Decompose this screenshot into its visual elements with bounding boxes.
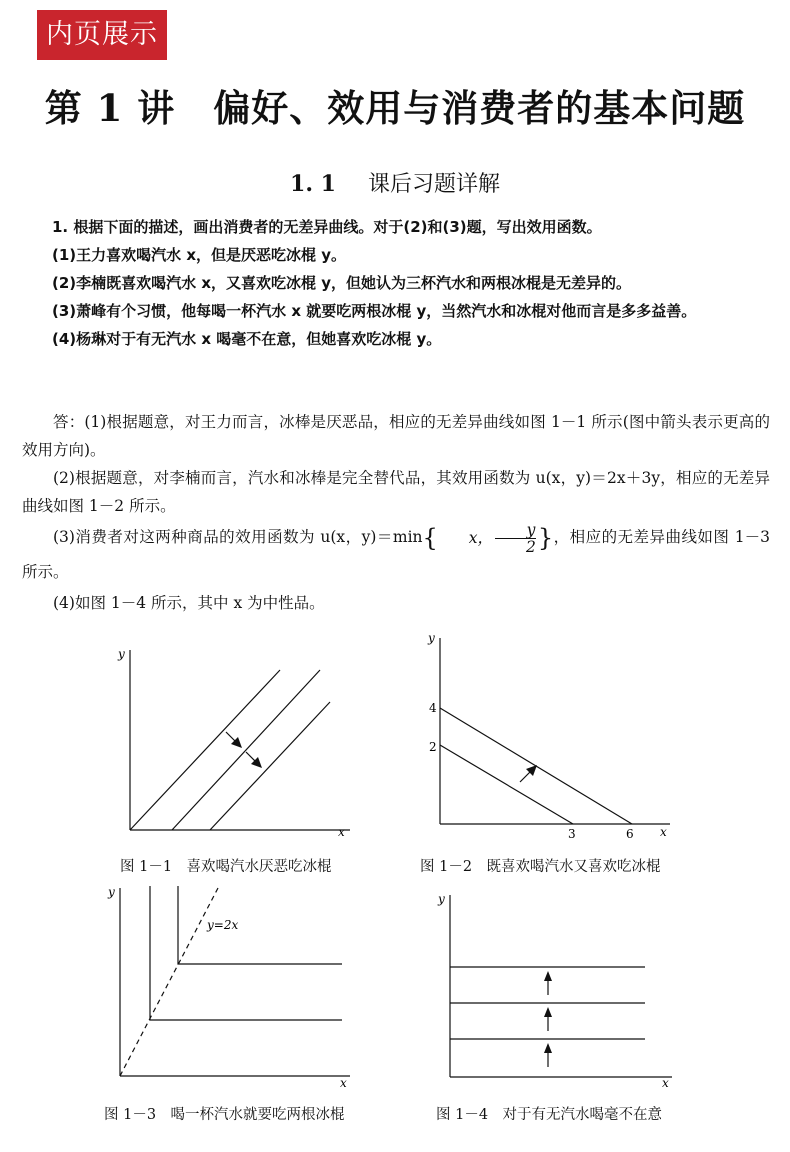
- section-heading: [0, 167, 790, 198]
- answer-3: [22, 520, 770, 589]
- section-title: 课后习题详解: [367, 172, 500, 197]
- chapter-title: 第 1 讲 偏好、效用与消费者的基本问题: [44, 86, 746, 130]
- indifference-curve: [150, 886, 342, 1020]
- answer-3-lead: (3)消费者对这两种商品的效用函数为 u(x，y)＝min: [53, 528, 423, 546]
- indifference-curve: [178, 886, 342, 964]
- question-item-3: (3)萧峰有个习惯，他每喝一杯汽水 x 就要吃两根冰棍 y，当然汽水和冰棍对他而言是多多益善。: [52, 302, 697, 320]
- question-item-4: (4)杨琳对于有无汽水 x 喝毫不在意，但她喜欢吃冰棍 y。: [52, 330, 442, 348]
- indifference-curve: [440, 745, 573, 824]
- x-axis-label: x: [338, 825, 345, 839]
- answer-4: (4)如图 1－4 所示，其中 x 为中性品。: [53, 594, 325, 612]
- figure-1-1-caption: 图 1－1 喜欢喝汽水厌恶吃冰棍: [120, 859, 332, 875]
- answer-block: [22, 408, 770, 617]
- utility-arrow-head: [544, 1043, 552, 1053]
- y-tick-label: 4: [429, 701, 437, 715]
- x-tick-label: 6: [626, 827, 634, 841]
- y-tick-label: 2: [429, 740, 437, 754]
- x-axis-label: x: [340, 1076, 347, 1090]
- ray-label: y=2x: [207, 918, 239, 932]
- fraction-numerator: y: [495, 522, 536, 539]
- y-axis-label: y: [108, 885, 115, 899]
- y-axis-label: y: [428, 631, 435, 645]
- figure-1-2: [420, 628, 680, 843]
- answer-2: (2)根据题意，对李楠而言，汽水和冰棒是完全替代品，其效用函数为 u(x，y)＝2x＋3y，相应的无差异曲线如图 1－2 所示。: [22, 469, 770, 515]
- left-brace: {: [422, 524, 438, 552]
- figure-1-3: [100, 878, 360, 1090]
- question-item-2: (2)李楠既喜欢喝汽水 x，又喜欢吃冰棍 y，但她认为三杯汽水和两根冰棍是无差异的。: [52, 274, 632, 292]
- utility-arrow-head: [544, 971, 552, 981]
- x-axis-label: x: [660, 825, 667, 839]
- question-block: [22, 213, 770, 353]
- y-axis-label: y: [118, 647, 125, 661]
- section-number: 1. 1: [290, 171, 336, 197]
- indifference-curve: [130, 670, 280, 830]
- answer-1: 答：(1)根据题意，对王力而言，冰棒是厌恶品，相应的无差异曲线如图 1－1 所示(图中箭头表示更高的效用方向)。: [22, 413, 770, 459]
- answer-3-tail: ，相应的无差异曲线如图 1－3 所示。: [22, 528, 770, 581]
- figure-1-4: [420, 885, 680, 1090]
- figure-1-2-caption: 图 1－2 既喜欢喝汽水又喜欢吃冰棍: [420, 859, 661, 875]
- figure-1-3-caption: 图 1－3 喝一杯汽水就要吃两根冰棍: [104, 1107, 345, 1123]
- y-axis-label: y: [438, 892, 445, 906]
- utility-arrow-head: [544, 1007, 552, 1017]
- x-tick-label: 3: [568, 827, 576, 841]
- answer-3-x: x，: [468, 529, 494, 547]
- indifference-curve: [210, 702, 330, 830]
- question-stem: 1. 根据下面的描述，画出消费者的无差异曲线。对于(2)和(3)题，写出效用函数。: [52, 218, 602, 236]
- indifference-curve: [172, 670, 320, 830]
- figure-1-4-caption: 图 1－4 对于有无汽水喝毫不在意: [436, 1107, 663, 1123]
- figure-1-1: [100, 640, 360, 845]
- right-brace: }: [537, 524, 554, 552]
- fraction-denominator: 2: [526, 537, 536, 556]
- fraction: [495, 522, 536, 555]
- page-badge: 内页展示: [37, 10, 167, 60]
- ray-line: [120, 888, 218, 1076]
- x-axis-label: x: [662, 1076, 669, 1090]
- question-item-1: (1)王力喜欢喝汽水 x，但是厌恶吃冰棍 y。: [52, 246, 347, 264]
